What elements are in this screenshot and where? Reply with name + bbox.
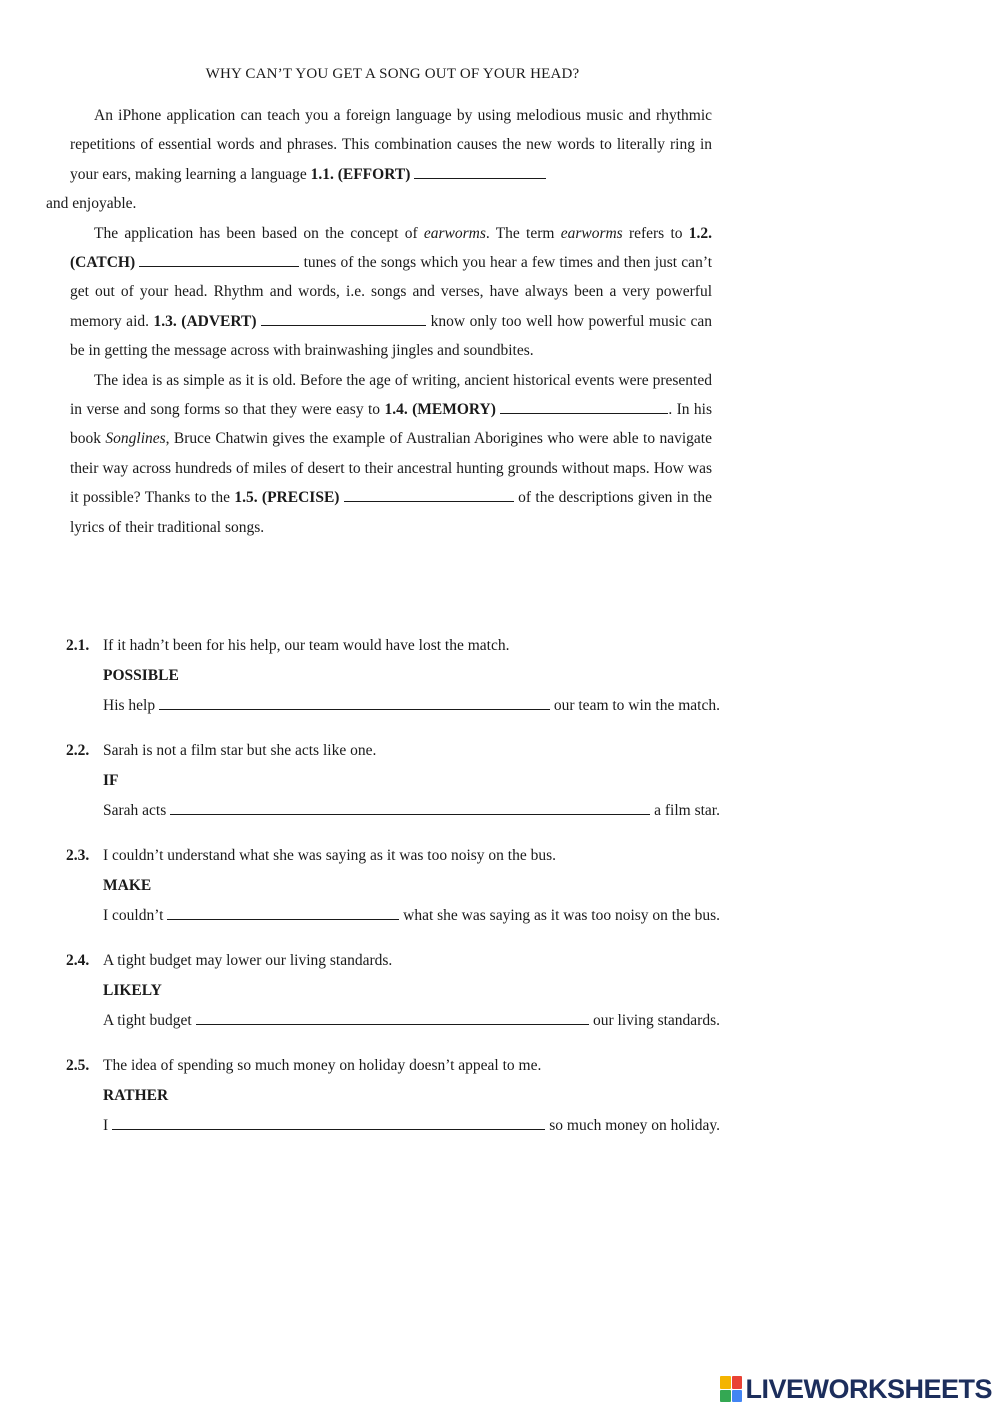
gap-1-4-blank[interactable] xyxy=(500,399,668,414)
question-sentence: Sarah is not a film star but she acts like one. xyxy=(103,742,377,759)
question-sentence: The idea of spending so much money on holiday doesn’t appeal to me. xyxy=(103,1057,542,1074)
gap-1-5-blank[interactable] xyxy=(344,487,514,502)
answer-blank[interactable] xyxy=(112,1115,545,1130)
italic-term: earworms xyxy=(423,224,486,242)
answer-suffix: our living standards. xyxy=(593,1012,720,1029)
answer-blank[interactable] xyxy=(159,695,550,710)
answer-prefix: Sarah acts xyxy=(103,802,167,819)
question-keyword: MAKE xyxy=(103,877,152,894)
question-sentence: A tight budget may lower our living standards. xyxy=(103,952,393,969)
question-2-4 xyxy=(66,946,726,1036)
answer-blank[interactable] xyxy=(170,800,650,815)
reading-passage xyxy=(46,101,713,542)
answer-prefix: I couldn’t xyxy=(103,907,164,924)
passage-paragraph-1 xyxy=(46,101,712,219)
passage-text: tunes of the songs which you hear a few times and then just can’t get out of your head. Rhythm and words, i.e. songs and verses, have always been a very powerful memory aid. xyxy=(70,254,713,330)
answer-suffix: our team to win the match. xyxy=(553,697,720,714)
gap-label-1-1: 1.1. (EFFORT) xyxy=(310,165,411,183)
liveworksheets-logo xyxy=(720,1371,992,1407)
answer-suffix: what she was saying as it was too noisy on the bus. xyxy=(403,907,720,924)
question-number: 2.4. xyxy=(66,952,90,969)
question-number: 2.3. xyxy=(66,847,90,864)
gap-1-3-blank[interactable] xyxy=(261,311,426,326)
passage-text: The application has been based on the concept of xyxy=(94,224,424,242)
liveworksheets-logo-icon xyxy=(720,1376,742,1402)
gap-label-1-5: 1.5. (PRECISE) xyxy=(234,489,340,507)
italic-term: Songlines xyxy=(105,430,166,448)
passage-text: . In his book xyxy=(70,401,713,448)
worksheet-title: WHY CAN’T YOU GET A SONG OUT OF YOUR HEAD? xyxy=(205,66,580,82)
passage-paragraph-2 xyxy=(70,219,712,366)
passage-text: An iPhone application can teach you a foreign language by using melodious music and rhythmic repetitions of essential words and phrases. This combination causes the new words to literally ring in your ears, making learning a language xyxy=(70,107,712,183)
question-2-2 xyxy=(66,736,726,826)
gap-label-1-2: 1.2. (CATCH) xyxy=(70,224,712,272)
logo-square xyxy=(732,1376,743,1389)
answer-suffix: so much money on holiday. xyxy=(549,1117,720,1134)
passage-paragraph-3 xyxy=(70,366,712,542)
italic-term: earworms xyxy=(560,224,623,242)
question-2-3 xyxy=(66,841,726,931)
question-sentence: If it hadn’t been for his help, our team would have lost the match. xyxy=(103,637,510,654)
passage-text: The idea is as simple as it is old. Before the age of writing, ancient historical events were presented in verse and song forms so that they were easy to xyxy=(70,371,712,419)
passage-text: and enjoyable. xyxy=(46,195,137,213)
question-number: 2.5. xyxy=(66,1057,90,1074)
question-keyword: IF xyxy=(103,772,119,789)
passage-text: know only too well how powerful music can be in getting the message across with brainwashing jingles and soundbites. xyxy=(70,312,712,360)
question-keyword: RATHER xyxy=(103,1087,169,1104)
gap-label-1-3: 1.3. (ADVERT) xyxy=(153,312,257,330)
question-2-1 xyxy=(66,631,726,721)
question-sentence: I couldn’t understand what she was saying as it was too noisy on the bus. xyxy=(103,847,557,864)
gap-1-1-blank[interactable] xyxy=(414,164,546,179)
answer-suffix: a film star. xyxy=(654,802,720,819)
answer-blank[interactable] xyxy=(167,905,399,920)
passage-text: refers to xyxy=(622,224,689,242)
question-keyword: LIKELY xyxy=(103,982,162,999)
answer-prefix: A tight budget xyxy=(103,1012,192,1029)
answer-prefix: His help xyxy=(103,697,156,714)
gap-label-1-4: 1.4. (MEMORY) xyxy=(384,401,496,419)
logo-text: LIVEWORKSHEETS xyxy=(745,1373,992,1404)
logo-square xyxy=(720,1390,731,1403)
question-2-5 xyxy=(66,1051,726,1141)
answer-blank[interactable] xyxy=(196,1010,589,1025)
question-number: 2.1. xyxy=(66,637,90,654)
passage-text: of the descriptions given in the lyrics of their traditional songs. xyxy=(70,489,713,536)
passage-text: . The term xyxy=(485,224,561,242)
question-keyword: POSSIBLE xyxy=(103,667,179,684)
logo-square xyxy=(720,1376,731,1389)
gap-1-2-blank[interactable] xyxy=(139,252,299,267)
passage-text: , Bruce Chatwin gives the example of Australian Aborigines who were able to navigate their way across hundreds of miles of desert to their ancestral hunting grounds without maps. How was it possible? Thanks to the xyxy=(70,430,712,507)
answer-prefix: I xyxy=(103,1117,109,1134)
question-number: 2.2. xyxy=(66,742,90,759)
logo-square xyxy=(732,1390,743,1403)
